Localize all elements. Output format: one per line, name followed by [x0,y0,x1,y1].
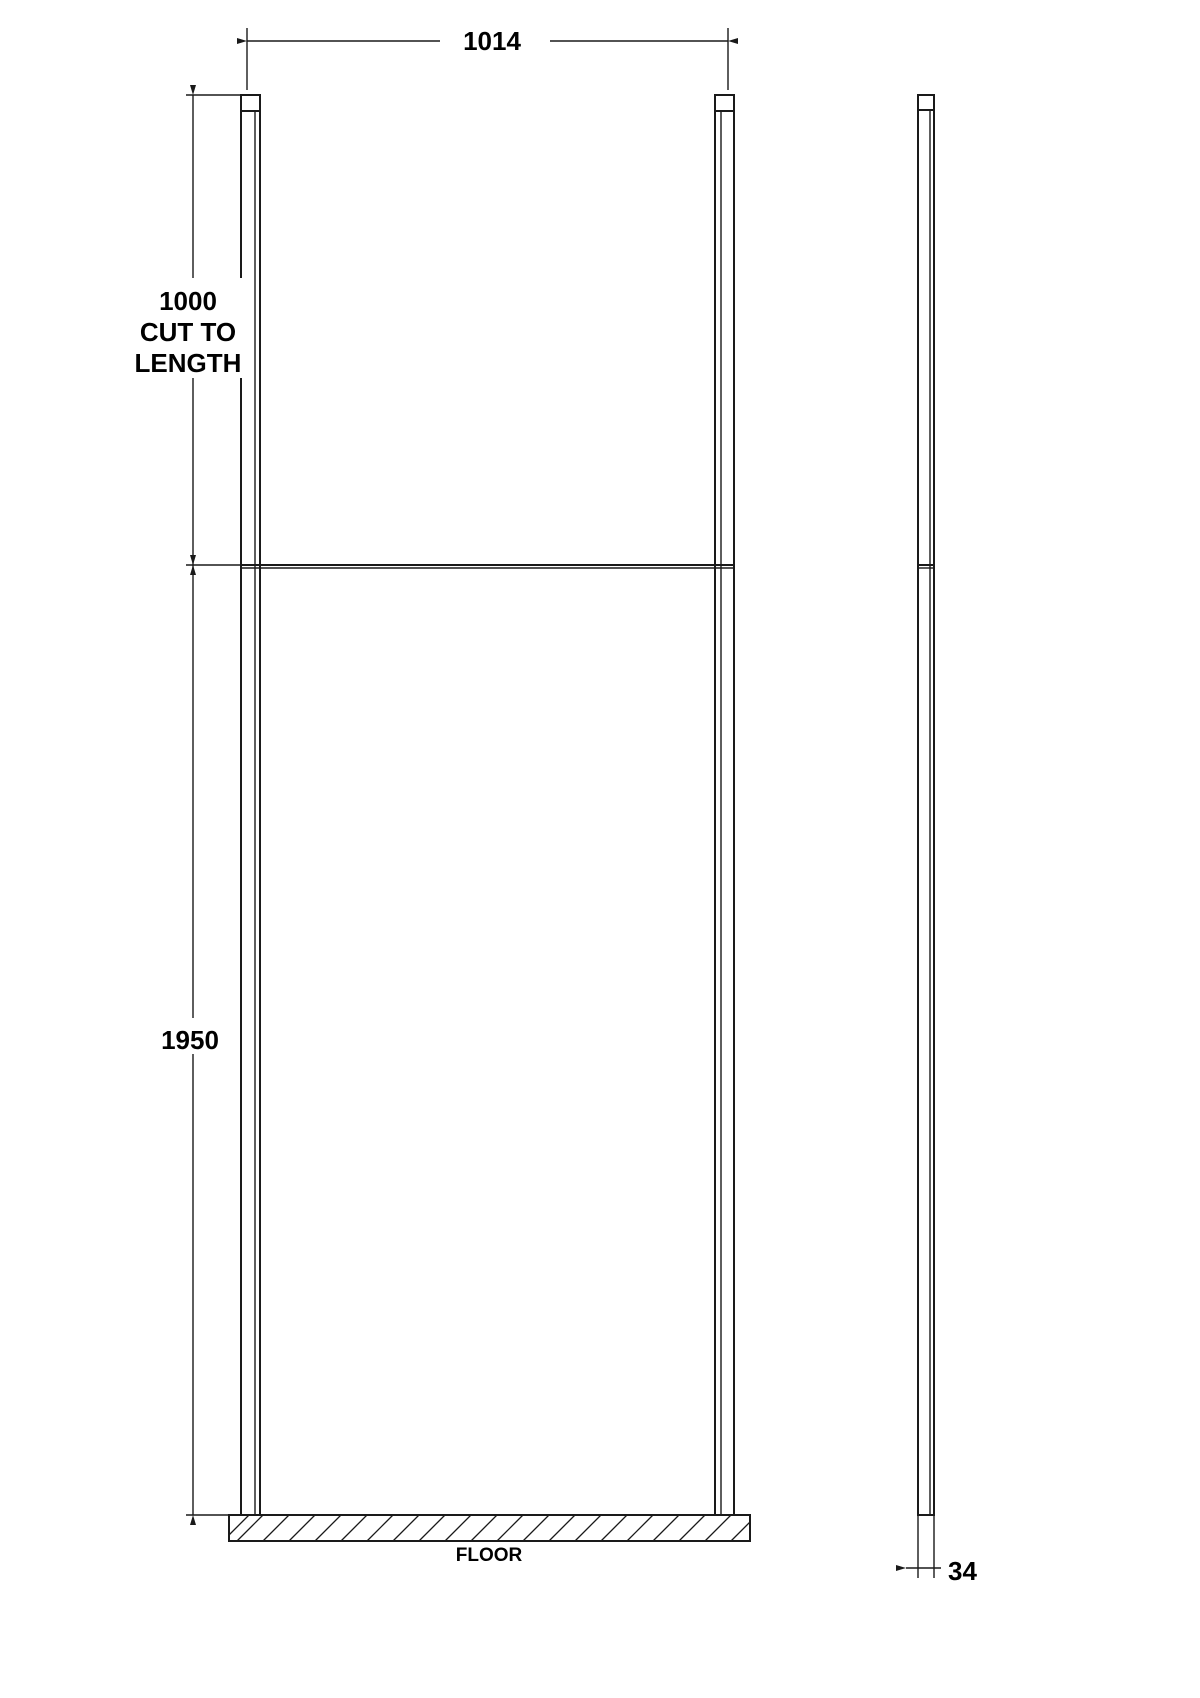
dimension-cut-length-note-2: LENGTH [134,348,242,378]
dimension-top-width [247,22,728,90]
dimension-top-width-value: 1014 [463,26,521,56]
front-elevation-view [229,95,750,1566]
dimension-profile-depth [906,1515,999,1586]
dimension-profile-depth-value: 34 [948,1556,977,1586]
right-post [715,95,734,1515]
panel-divider-rail [241,565,734,568]
floor-label: FLOOR [455,1545,523,1566]
dimension-cut-length-note-1: CUT TO [139,317,237,347]
dimension-overall-height-value: 1950 [161,1025,219,1055]
floor-slab [229,1515,750,1541]
side-profile-view [918,95,934,1515]
dimension-left-stack [128,95,250,1515]
dimension-cut-length-value: 1000 [159,286,217,316]
